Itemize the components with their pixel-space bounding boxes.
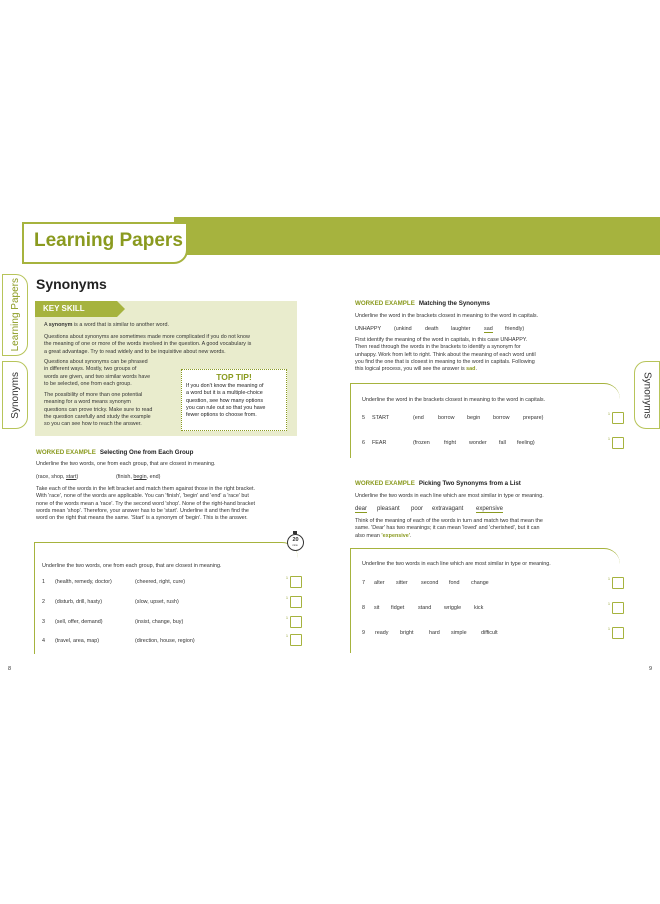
option-word: death <box>425 326 439 332</box>
worked-example-heading-right-1: WORKED EXAMPLE Matching the Synonyms <box>355 300 490 307</box>
answer-box[interactable] <box>612 412 624 424</box>
page-number-left: 8 <box>8 666 12 672</box>
question-number: 7 <box>362 580 365 586</box>
worked-example-explanation: Think of the meaning of each of the words in turn and match two that mean the same. 'Dear' has two meanings; it can mean 'loved' and 'cherished', but it can also mean 'expensive'. <box>355 518 543 539</box>
option-word[interactable]: fond <box>449 580 460 586</box>
question-group-1[interactable]: (disturb, drill, hasty) <box>55 599 103 605</box>
banner-bar <box>174 217 660 255</box>
question-box-instruction: Underline the word in the brackets closest in meaning to the word in capitals. <box>362 397 546 403</box>
answer-box[interactable] <box>612 602 624 614</box>
answer-box[interactable] <box>612 577 624 589</box>
banner-title: Learning Papers <box>34 230 183 251</box>
option-word[interactable]: (frozen <box>413 440 430 446</box>
side-tab-learning-papers[interactable] <box>2 274 28 356</box>
question-number: 4 <box>42 638 45 644</box>
answer-box[interactable] <box>290 576 302 588</box>
question-number: 1 <box>42 579 45 585</box>
option-word[interactable]: prepare) <box>523 415 544 421</box>
page-heading: Synonyms <box>36 276 107 292</box>
key-skill-label: KEY SKILL <box>35 301 117 317</box>
page-number-right: 9 <box>649 666 653 672</box>
question-group-1[interactable]: (sell, offer, demand) <box>55 619 103 625</box>
question-number: 8 <box>362 605 365 611</box>
answer-mark: 1 <box>608 577 610 581</box>
question-number: 9 <box>362 630 365 636</box>
option-word[interactable]: borrow <box>438 415 455 421</box>
answer-box[interactable] <box>290 634 302 646</box>
option-word: extravagant <box>432 506 464 512</box>
option-word[interactable]: borrow <box>493 415 510 421</box>
question-box-instruction: Underline the two words in each line which are most similar in type or meaning. <box>362 561 551 567</box>
option-word[interactable]: change <box>471 580 489 586</box>
option-word[interactable]: wonder <box>469 440 487 446</box>
option-word[interactable]: begin <box>467 415 481 421</box>
answer-box[interactable] <box>612 627 624 639</box>
timer-badge: 20 mins <box>287 534 304 551</box>
option-word: friendly) <box>505 326 525 332</box>
option-word: (unkind <box>394 326 412 332</box>
option-word[interactable]: bright <box>400 630 414 636</box>
option-word[interactable]: feeling) <box>517 440 535 446</box>
question-group-2[interactable]: (cheered, right, cure) <box>135 579 186 585</box>
worked-example-instruction: Underline the word in the brackets closest in meaning to the word in capitals. <box>355 313 539 319</box>
worked-example-group-1: (race, shop, start) <box>36 474 79 480</box>
worked-example-explanation: First identify the meaning of the word in capitals, in this case UNHAPPY. Then read through the words in the brackets to identify a synonym for unhappy. Work from left to right. Think about the meaning of each word until you find the one that is closest in meaning to the word in capitals. Following this logical process, you will see the answer is sad. <box>355 337 536 373</box>
option-word[interactable]: ready <box>375 630 389 636</box>
top-tip-title: TOP TIP! <box>216 372 252 382</box>
worked-example-instruction: Underline the two words in each line which are most similar in type or meaning. <box>355 493 544 499</box>
option-word[interactable]: simple <box>451 630 467 636</box>
key-skill-para-2: Questions about synonyms are sometimes made more complicated if you do not know the meaning of one or more of the words involved in the question. A good vocabulary is a great advantage. Try to read widely and to be inquisitive about new words. <box>44 334 252 355</box>
option-word[interactable]: difficult <box>481 630 498 636</box>
answer-mark: 1 <box>608 627 610 631</box>
option-word: poor <box>411 506 424 512</box>
option-word[interactable]: sitter <box>396 580 408 586</box>
option-word[interactable]: stand <box>418 605 432 611</box>
question-group-2[interactable]: (slow, upset, rush) <box>135 599 179 605</box>
option-word-answer: sad <box>484 326 493 332</box>
answer-mark: 1 <box>608 412 610 416</box>
question-number: 6 <box>362 440 365 446</box>
side-tab-label: Learning Papers <box>9 278 21 352</box>
option-word[interactable]: sit <box>374 605 380 611</box>
option-word: laughter <box>451 326 471 332</box>
worked-example-group-2: (finish, begin, end) <box>116 474 161 480</box>
option-word[interactable]: fidget <box>391 605 405 611</box>
question-group-1[interactable]: (health, remedy, doctor) <box>55 579 112 585</box>
option-word[interactable]: hard <box>429 630 440 636</box>
key-skill-definition: A synonym is a word that is similar to another word. <box>44 322 169 328</box>
worked-example-instruction: Underline the two words, one from each group, that are closest in meaning. <box>36 461 216 467</box>
answer-mark: 1 <box>608 602 610 606</box>
question-number: 5 <box>362 415 365 421</box>
side-tab-label: Synonyms <box>9 371 21 419</box>
answer-mark: 1 <box>286 596 288 600</box>
option-word-answer: expensive <box>476 506 504 512</box>
question-group-1[interactable]: (travel, area, map) <box>55 638 100 644</box>
question-number: 3 <box>42 619 45 625</box>
option-word[interactable]: kick <box>474 605 484 611</box>
option-word[interactable]: alter <box>374 580 385 586</box>
worked-example-heading-left: WORKED EXAMPLE Selecting One from Each Group <box>36 449 194 456</box>
option-word: pleasant <box>377 506 400 512</box>
worked-example-heading-right-2: WORKED EXAMPLE Picking Two Synonyms from a List <box>355 480 521 487</box>
question-group-2[interactable]: (insist, change, buy) <box>135 619 184 625</box>
answer-mark: 1 <box>286 576 288 580</box>
top-tip-text: If you don't know the meaning of a word but it is a multiple-choice question, see how many options you can rule out so that you have fewer options to choose from. <box>186 383 266 419</box>
option-word[interactable]: fright <box>444 440 456 446</box>
answer-mark: 1 <box>286 634 288 638</box>
capital-word: START <box>372 415 390 421</box>
option-word-answer: dear <box>355 506 368 512</box>
side-tab-synonyms-right[interactable] <box>634 361 660 429</box>
option-word[interactable]: fall <box>499 440 506 446</box>
answer-box[interactable] <box>290 596 302 608</box>
question-box-right-1 <box>350 383 620 458</box>
option-word[interactable]: wriggle <box>444 605 462 611</box>
answer-mark: 1 <box>286 616 288 620</box>
question-box-instruction: Underline the two words, one from each group, that are closest in meaning. <box>42 563 222 569</box>
answer-box[interactable] <box>290 616 302 628</box>
side-tab-synonyms-left[interactable] <box>2 361 28 429</box>
worked-example-explanation: Take each of the words in the left bracket and match them against those in the right bracket. With 'race', none of the words are applicable. You can 'finish', 'begin' and 'end' a 'race' but none of the words mean a 'race'. Try the second word 'shop'. None of the right-hand bracket words mean 'shop'. Therefore, your answer has to be 'start'. Underline it and then find the word on the right that means the same. 'Start' is a synonym of 'begin'. This is the answer. <box>36 486 256 522</box>
key-skill-para-4: The possibility of more than one potential meaning for a word means synonym questions can prove tricky. Make sure to read the question carefully and study the example so you can see how to reach the answer. <box>44 392 153 428</box>
option-word[interactable]: (end <box>413 415 424 421</box>
key-skill-para-3: Questions about synonyms can be phrased in different ways. Mostly, two groups of words are given, and two similar words have to be selected, one from each group. <box>44 359 151 387</box>
capital-word: UNHAPPY <box>355 326 382 332</box>
answer-box[interactable] <box>612 437 624 449</box>
side-tab-label: Synonyms <box>641 371 653 419</box>
answer-mark: 1 <box>608 437 610 441</box>
option-word[interactable]: second <box>421 580 439 586</box>
capital-word: FEAR <box>372 440 387 446</box>
question-group-2[interactable]: (direction, house, region) <box>135 638 195 644</box>
question-number: 2 <box>42 599 45 605</box>
